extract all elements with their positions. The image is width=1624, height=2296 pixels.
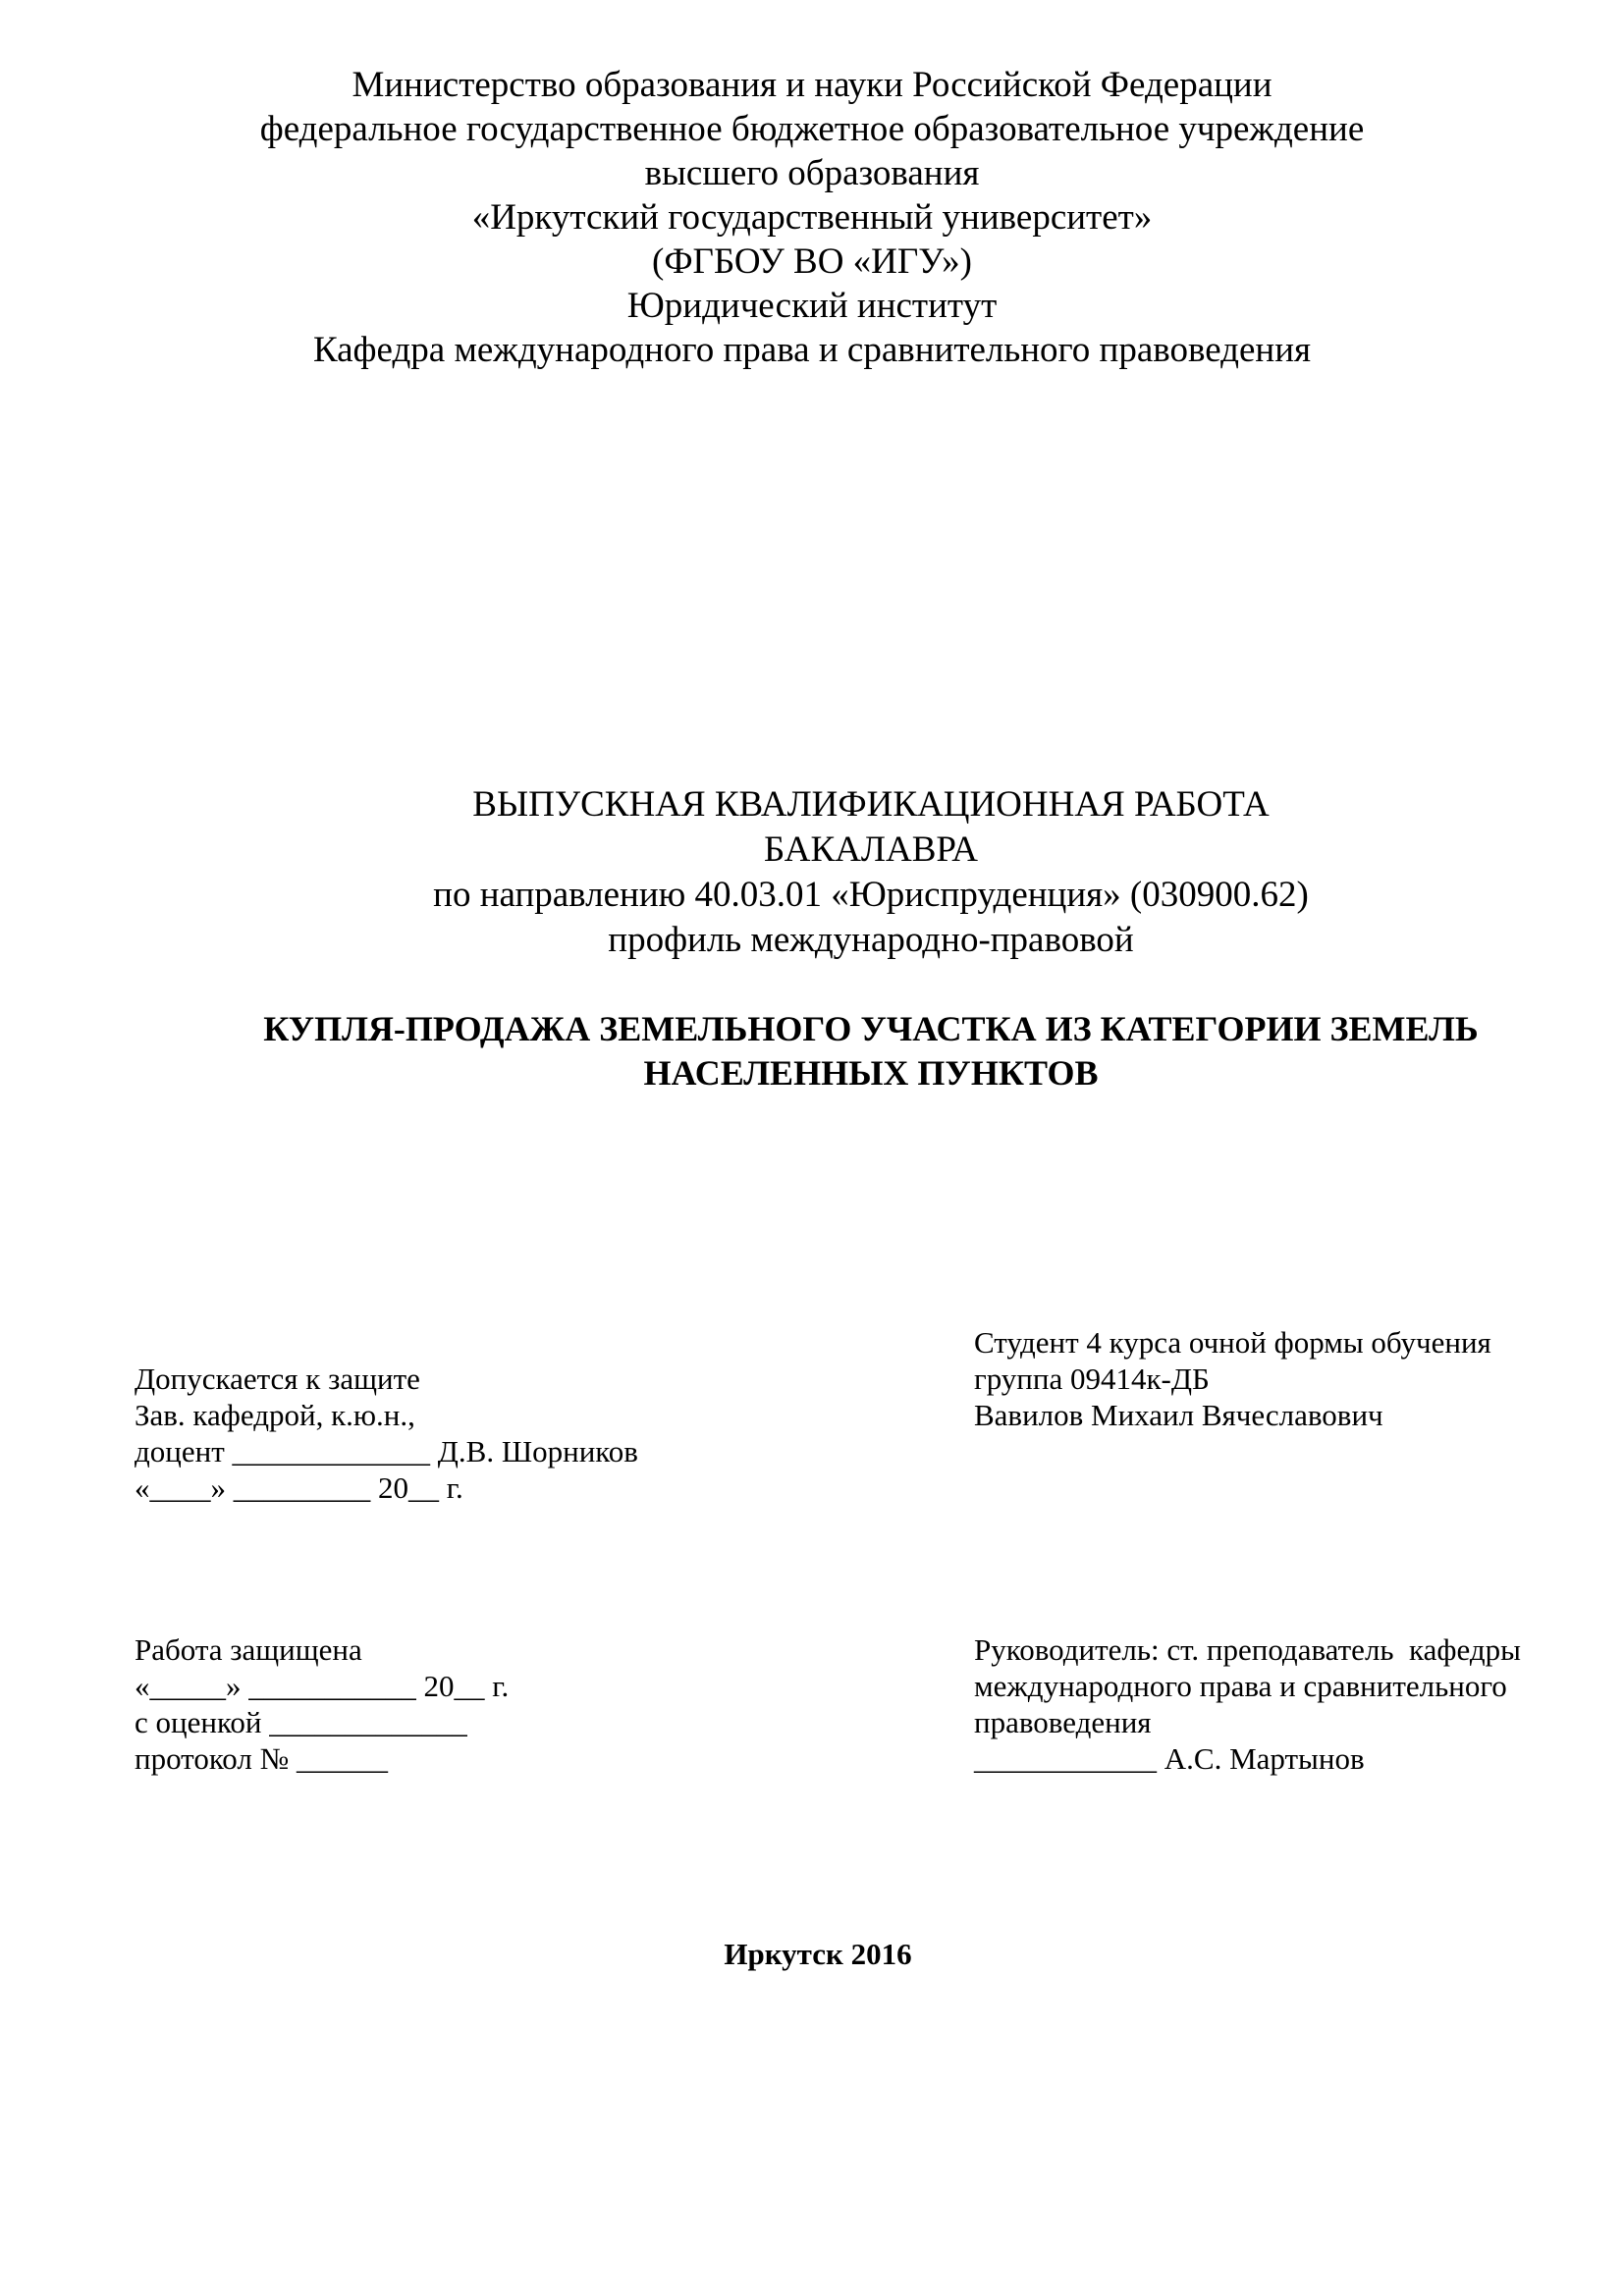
student-name-line: Вавилов Михаил Вячеславович xyxy=(974,1398,1383,1432)
admission-line-2: Зав. кафедрой, к.ю.н., xyxy=(135,1398,415,1432)
defense-line-1: Работа защищена xyxy=(135,1632,362,1667)
student-block xyxy=(974,1324,1491,1433)
defense-block xyxy=(135,1631,509,1777)
university-name-line: «Иркутский государственный университет» xyxy=(471,197,1153,238)
defense-line-2: «_____» ___________ 20__ г. xyxy=(135,1669,510,1703)
student-group-line: группа 09414к-ДБ xyxy=(974,1362,1210,1396)
supervisor-line-3: правоведения xyxy=(974,1705,1152,1739)
supervisor-block xyxy=(974,1631,1521,1777)
student-line-1: Студент 4 курса очной формы обучения xyxy=(974,1325,1491,1360)
defense-line-4: протокол № ______ xyxy=(135,1741,388,1776)
admission-line-3: доцент _____________ Д.В. Шорников xyxy=(135,1434,638,1468)
study-profile-line: профиль международно-правовой xyxy=(608,920,1134,960)
education-level-line: высшего образования xyxy=(644,153,980,193)
thesis-title-line-2: НАСЕЛЕННЫХ ПУНКТОВ xyxy=(643,1053,1099,1093)
department-line: Кафедра международного права и сравнительного правоведения xyxy=(312,330,1312,370)
work-type-line-1: ВЫПУСКНАЯ КВАЛИФИКАЦИОННАЯ РАБОТА xyxy=(472,784,1270,825)
ministry-line: Министерство образования и науки Российской Федерации xyxy=(352,65,1272,105)
thesis-title-line-1: КУПЛЯ-ПРОДАЖА ЗЕМЕЛЬНОГО УЧАСТКА ИЗ КАТЕГОРИИ ЗЕМЕЛЬ xyxy=(263,1009,1479,1048)
admission-block xyxy=(135,1361,638,1506)
admission-line-4: «____» _________ 20__ г. xyxy=(135,1470,463,1505)
work-type xyxy=(0,782,1624,963)
defense-line-3: с оценкой _____________ xyxy=(135,1705,467,1739)
supervisor-line-2: международного права и сравнительного xyxy=(974,1669,1507,1703)
city-year: Иркутск 2016 xyxy=(724,1937,912,1971)
supervisor-line-4: ____________ А.С. Мартынов xyxy=(974,1741,1365,1776)
institute-line: Юридический институт xyxy=(626,286,998,326)
institution-type-line: федеральное государственное бюджетное образовательное учреждение xyxy=(259,109,1365,149)
supervisor-line-1: Руководитель: ст. преподаватель кафедры xyxy=(974,1632,1521,1667)
admission-line-1: Допускается к защите xyxy=(135,1362,420,1396)
work-type-line-2: БАКАЛАВРА xyxy=(764,829,978,870)
university-abbr-line: (ФГБОУ ВО «ИГУ») xyxy=(652,241,972,282)
institution-header xyxy=(0,63,1624,372)
thesis-title xyxy=(0,1007,1624,1095)
study-direction-line: по направлению 40.03.01 «Юриспруденция» (030900.62) xyxy=(433,875,1309,915)
